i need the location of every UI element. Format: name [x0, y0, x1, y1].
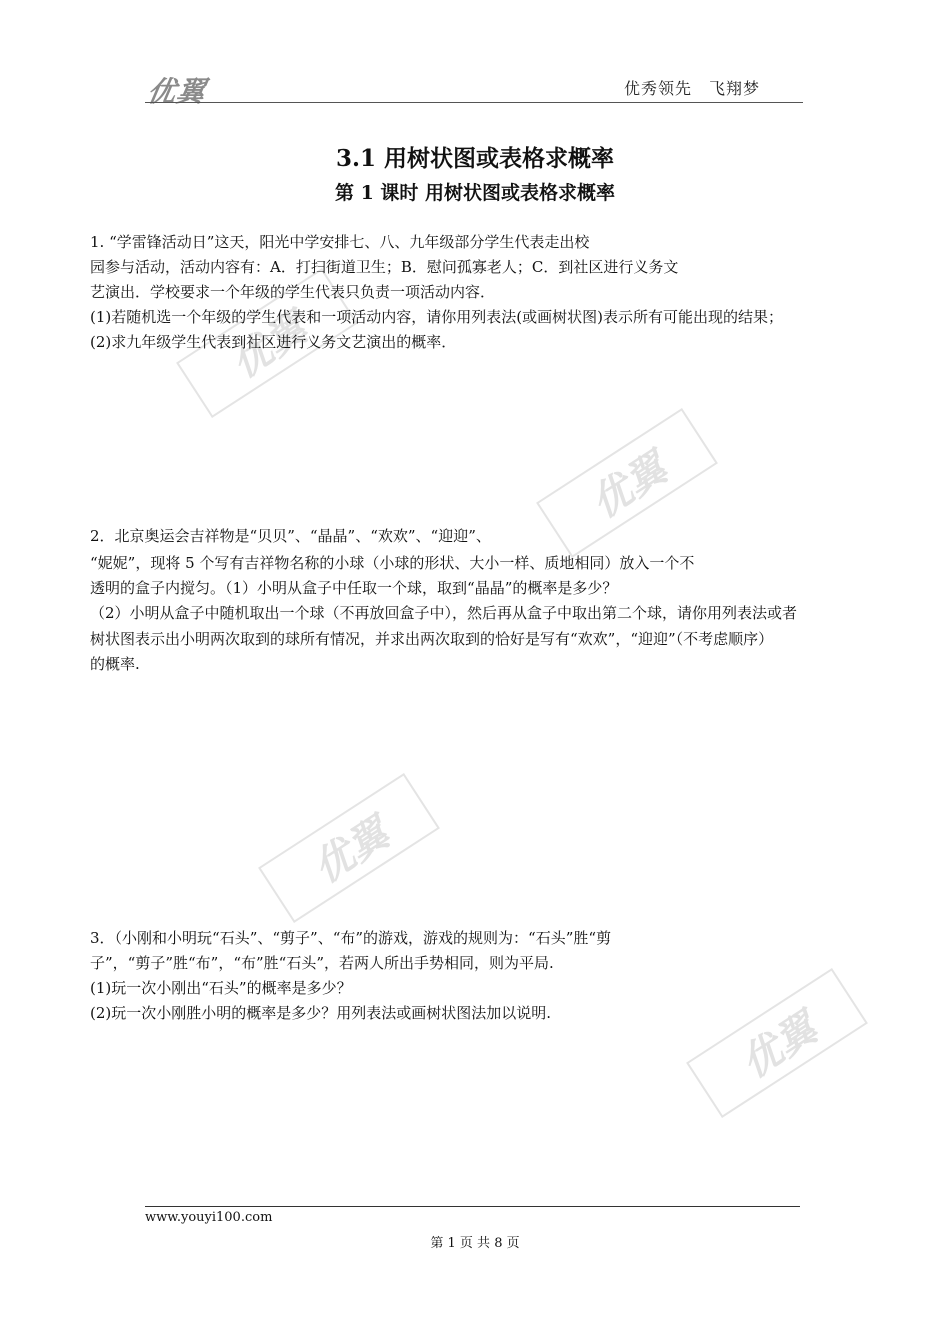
question-line: 透明的盒子内搅匀。（1）小明从盒子中任取一个球，取到“晶晶”的概率是多少？: [90, 579, 618, 597]
question-line: 园参与活动，活动内容有：A．打扫街道卫生；B．慰问孤寡老人；C．到社区进行义务文: [90, 258, 679, 276]
header-divider: [145, 102, 803, 103]
question-line: 的概率.: [90, 655, 140, 673]
question-line: (1)玩一次小刚出“石头”的概率是多少？: [90, 979, 352, 997]
question-line: “妮妮”，现将 5 个写有吉祥物名称的小球（小球的形状、大小一样、质地相同）放入一个不: [90, 554, 695, 572]
page-number: 第 1 页 共 8 页: [430, 1236, 520, 1251]
lesson-subtitle: 第 1 课时 用树状图或表格求概率: [334, 182, 616, 204]
question-line: 3．（小刚和小明玩“石头”、“剪子”、“布”的游戏，游戏的规则为：“石头”胜“剪: [90, 929, 612, 947]
brand-logo: 优翼: [144, 75, 209, 108]
question-line: 子”，“剪子”胜“布”，“布”胜“石头”，若两人所出手势相同，则为平局.: [90, 954, 554, 972]
page-title: 3.1 用树状图或表格求概率: [335, 145, 615, 172]
question-line: （2）小明从盒子中随机取出一个球（不再放回盒子中），然后再从盒子中取出第二个球，请你用列表法或者: [90, 604, 798, 622]
question-line: (2)求九年级学生代表到社区进行义务文艺演出的概率．: [90, 333, 457, 351]
watermark-logo: 优翼: [258, 773, 440, 923]
watermark-logo: 优翼: [686, 968, 868, 1118]
question-line: (2)玩一次小刚胜小明的概率是多少？用列表法或画树状图法加以说明.: [90, 1004, 552, 1022]
question-line: 1. “学雷锋活动日”这天，阳光中学安排七、八、九年级部分学生代表走出校: [90, 233, 590, 251]
question-line: 艺演出．学校要求一个年级的学生代表只负责一项活动内容．: [90, 283, 496, 301]
watermark-logo: 优翼: [176, 268, 358, 418]
question-line: 2．北京奥运会吉祥物是“贝贝”、“晶晶”、“欢欢”、“迎迎”、: [90, 527, 491, 545]
watermark-logo: 优翼: [536, 408, 718, 558]
footer-divider: [145, 1206, 800, 1207]
header-slogan: 优秀领先 飞翔梦: [624, 79, 761, 98]
footer-url: www.youyi100.com: [145, 1210, 273, 1225]
question-line: 树状图表示出小明两次取到的球所有情况，并求出两次取到的恰好是写有“欢欢”，“迎迎”（不考虑顺序）: [90, 630, 774, 648]
question-line: (1)若随机选一个年级的学生代表和一项活动内容，请你用列表法(或画树状图)表示所有可能出现的结果；: [90, 308, 783, 326]
